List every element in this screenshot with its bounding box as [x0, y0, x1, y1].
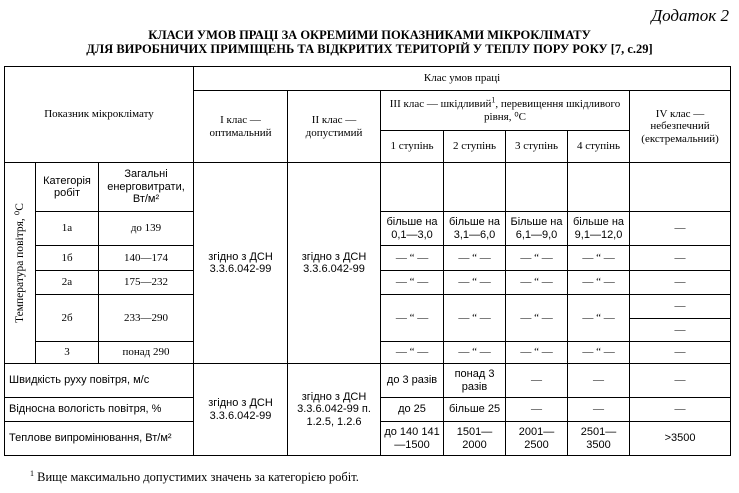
stage-3-cell: — — [506, 398, 568, 422]
category-cell: 2б — [36, 295, 99, 342]
stage-2-cell: більше на 3,1—6,0 — [444, 212, 506, 246]
header-indicator: Показник мікроклімату — [5, 67, 194, 163]
stage-4-cell: — “ — — [568, 295, 630, 342]
stage-1-cell: — “ — — [381, 295, 444, 342]
header-stage-1: 1 ступінь — [381, 131, 444, 163]
empty-cell — [444, 163, 506, 212]
category-cell: 2а — [36, 271, 99, 295]
stage-3-cell: 2001—2500 — [506, 422, 568, 456]
class-4-cell: >3500 — [630, 422, 731, 456]
category-header: Категорія робіт — [36, 163, 99, 212]
empty-cell — [630, 163, 731, 212]
class-4-cell: — — [630, 364, 731, 398]
header-stage-3: 3 ступінь — [506, 131, 568, 163]
energy-cell: 175—232 — [99, 271, 194, 295]
temp-class-2-value: згідно з ДСН 3.3.6.042-99 — [288, 163, 381, 364]
microclimate-table — [4, 66, 731, 456]
other-class-1-value: згідно з ДСН 3.3.6.042-99 — [194, 364, 288, 456]
stage-2-cell: 1501—2000 — [444, 422, 506, 456]
other-class-2-value: згідно з ДСН 3.3.6.042-99 п. 1.2.5, 1.2.6 — [288, 364, 381, 456]
air-speed-label: Швидкість руху повітря, м/с — [5, 364, 194, 398]
stage-2-cell: — “ — — [444, 271, 506, 295]
appendix-label: Додаток 2 — [651, 6, 729, 25]
title-line-2: ДЛЯ ВИРОБНИЧИХ ПРИМІЩЕНЬ ТА ВІДКРИТИХ ТЕРИТОРІЙ У ТЕПЛУ ПОРУ РОКУ [7, с.29] — [86, 42, 653, 56]
category-cell: 1а — [36, 212, 99, 246]
radiation-label: Теплове випромінювання, Вт/м² — [5, 422, 194, 456]
stage-2-cell: — “ — — [444, 342, 506, 364]
class3-text-a: III клас — шкідливий — [389, 98, 492, 110]
energy-cell: понад 290 — [99, 342, 194, 364]
stage-3-cell: — “ — — [506, 271, 568, 295]
header-class-3 — [381, 91, 630, 131]
temperature-label-cell — [5, 163, 36, 364]
class3-footnote-mark: 1 — [491, 95, 496, 105]
stage-3-cell: — “ — — [506, 342, 568, 364]
stage-4-cell: — “ — — [568, 246, 630, 271]
title-line-1: КЛАСИ УМОВ ПРАЦІ ЗА ОКРЕМИМИ ПОКАЗНИКАМИ МІКРОКЛІМАТУ — [148, 28, 591, 42]
empty-cell — [381, 163, 444, 212]
stage-2-cell: — “ — — [444, 246, 506, 271]
energy-header: Загальні енерговитрати, Вт/м² — [99, 163, 194, 212]
temp-class-1-value: згідно з ДСН 3.3.6.042-99 — [194, 163, 288, 364]
energy-cell: 140—174 — [99, 246, 194, 271]
energy-cell: 233—290 — [99, 295, 194, 342]
stage-4-cell: — — [568, 364, 630, 398]
stage-3-cell: — “ — — [506, 246, 568, 271]
empty-cell — [568, 163, 630, 212]
class-4-cell: — — [630, 271, 731, 295]
stage-1-cell: — “ — — [381, 271, 444, 295]
stage-4-cell: — “ — — [568, 271, 630, 295]
stage-3-cell: — — [506, 364, 568, 398]
stage-2-cell: — “ — — [444, 295, 506, 342]
class3-text-b: , перевищення шкідливого рівня, ⁰С — [484, 98, 621, 123]
stage-4-cell: — “ — — [568, 342, 630, 364]
stage-3-cell: Більше на 6,1—9,0 — [506, 212, 568, 246]
header-stage-4: 4 ступінь — [568, 131, 630, 163]
footnote — [30, 470, 359, 485]
header-class-1: I клас — оптимальний — [194, 91, 288, 163]
temperature-vertical-label: Температура повітря, ⁰С — [13, 203, 26, 323]
class-4-cell: — — [630, 342, 731, 364]
class-4-cell: — — [630, 295, 731, 319]
stage-1-cell: до 3 разів — [381, 364, 444, 398]
header-class-4: IV клас — небезпечний (екстремальний) — [630, 91, 731, 163]
stage-1-cell: — “ — — [381, 342, 444, 364]
stage-2-cell: понад 3 разів — [444, 364, 506, 398]
stage-1-cell: до 25 — [381, 398, 444, 422]
class-4-cell: — — [630, 246, 731, 271]
stage-1-cell: до 140 141—1500 — [381, 422, 444, 456]
footnote-mark: 1 — [30, 468, 34, 478]
class-4-cell: — — [630, 319, 731, 342]
humidity-label: Відносна вологість повітря, % — [5, 398, 194, 422]
header-stage-2: 2 ступінь — [444, 131, 506, 163]
document-title — [0, 28, 739, 56]
stage-4-cell: 2501—3500 — [568, 422, 630, 456]
category-cell: 1б — [36, 246, 99, 271]
stage-1-cell: більше на 0,1—3,0 — [381, 212, 444, 246]
stage-4-cell: — — [568, 398, 630, 422]
footnote-text: Вище максимально допустимих значень за категорією робіт. — [37, 470, 359, 484]
header-class-2: II клас — допустимий — [288, 91, 381, 163]
header-work-class: Клас умов праці — [194, 67, 731, 91]
energy-cell: до 139 — [99, 212, 194, 246]
class-4-cell: — — [630, 398, 731, 422]
class-4-cell: — — [630, 212, 731, 246]
stage-4-cell: більше на 9,1—12,0 — [568, 212, 630, 246]
stage-1-cell: — “ — — [381, 246, 444, 271]
stage-2-cell: більше 25 — [444, 398, 506, 422]
category-cell: 3 — [36, 342, 99, 364]
empty-cell — [506, 163, 568, 212]
stage-3-cell: — “ — — [506, 295, 568, 342]
